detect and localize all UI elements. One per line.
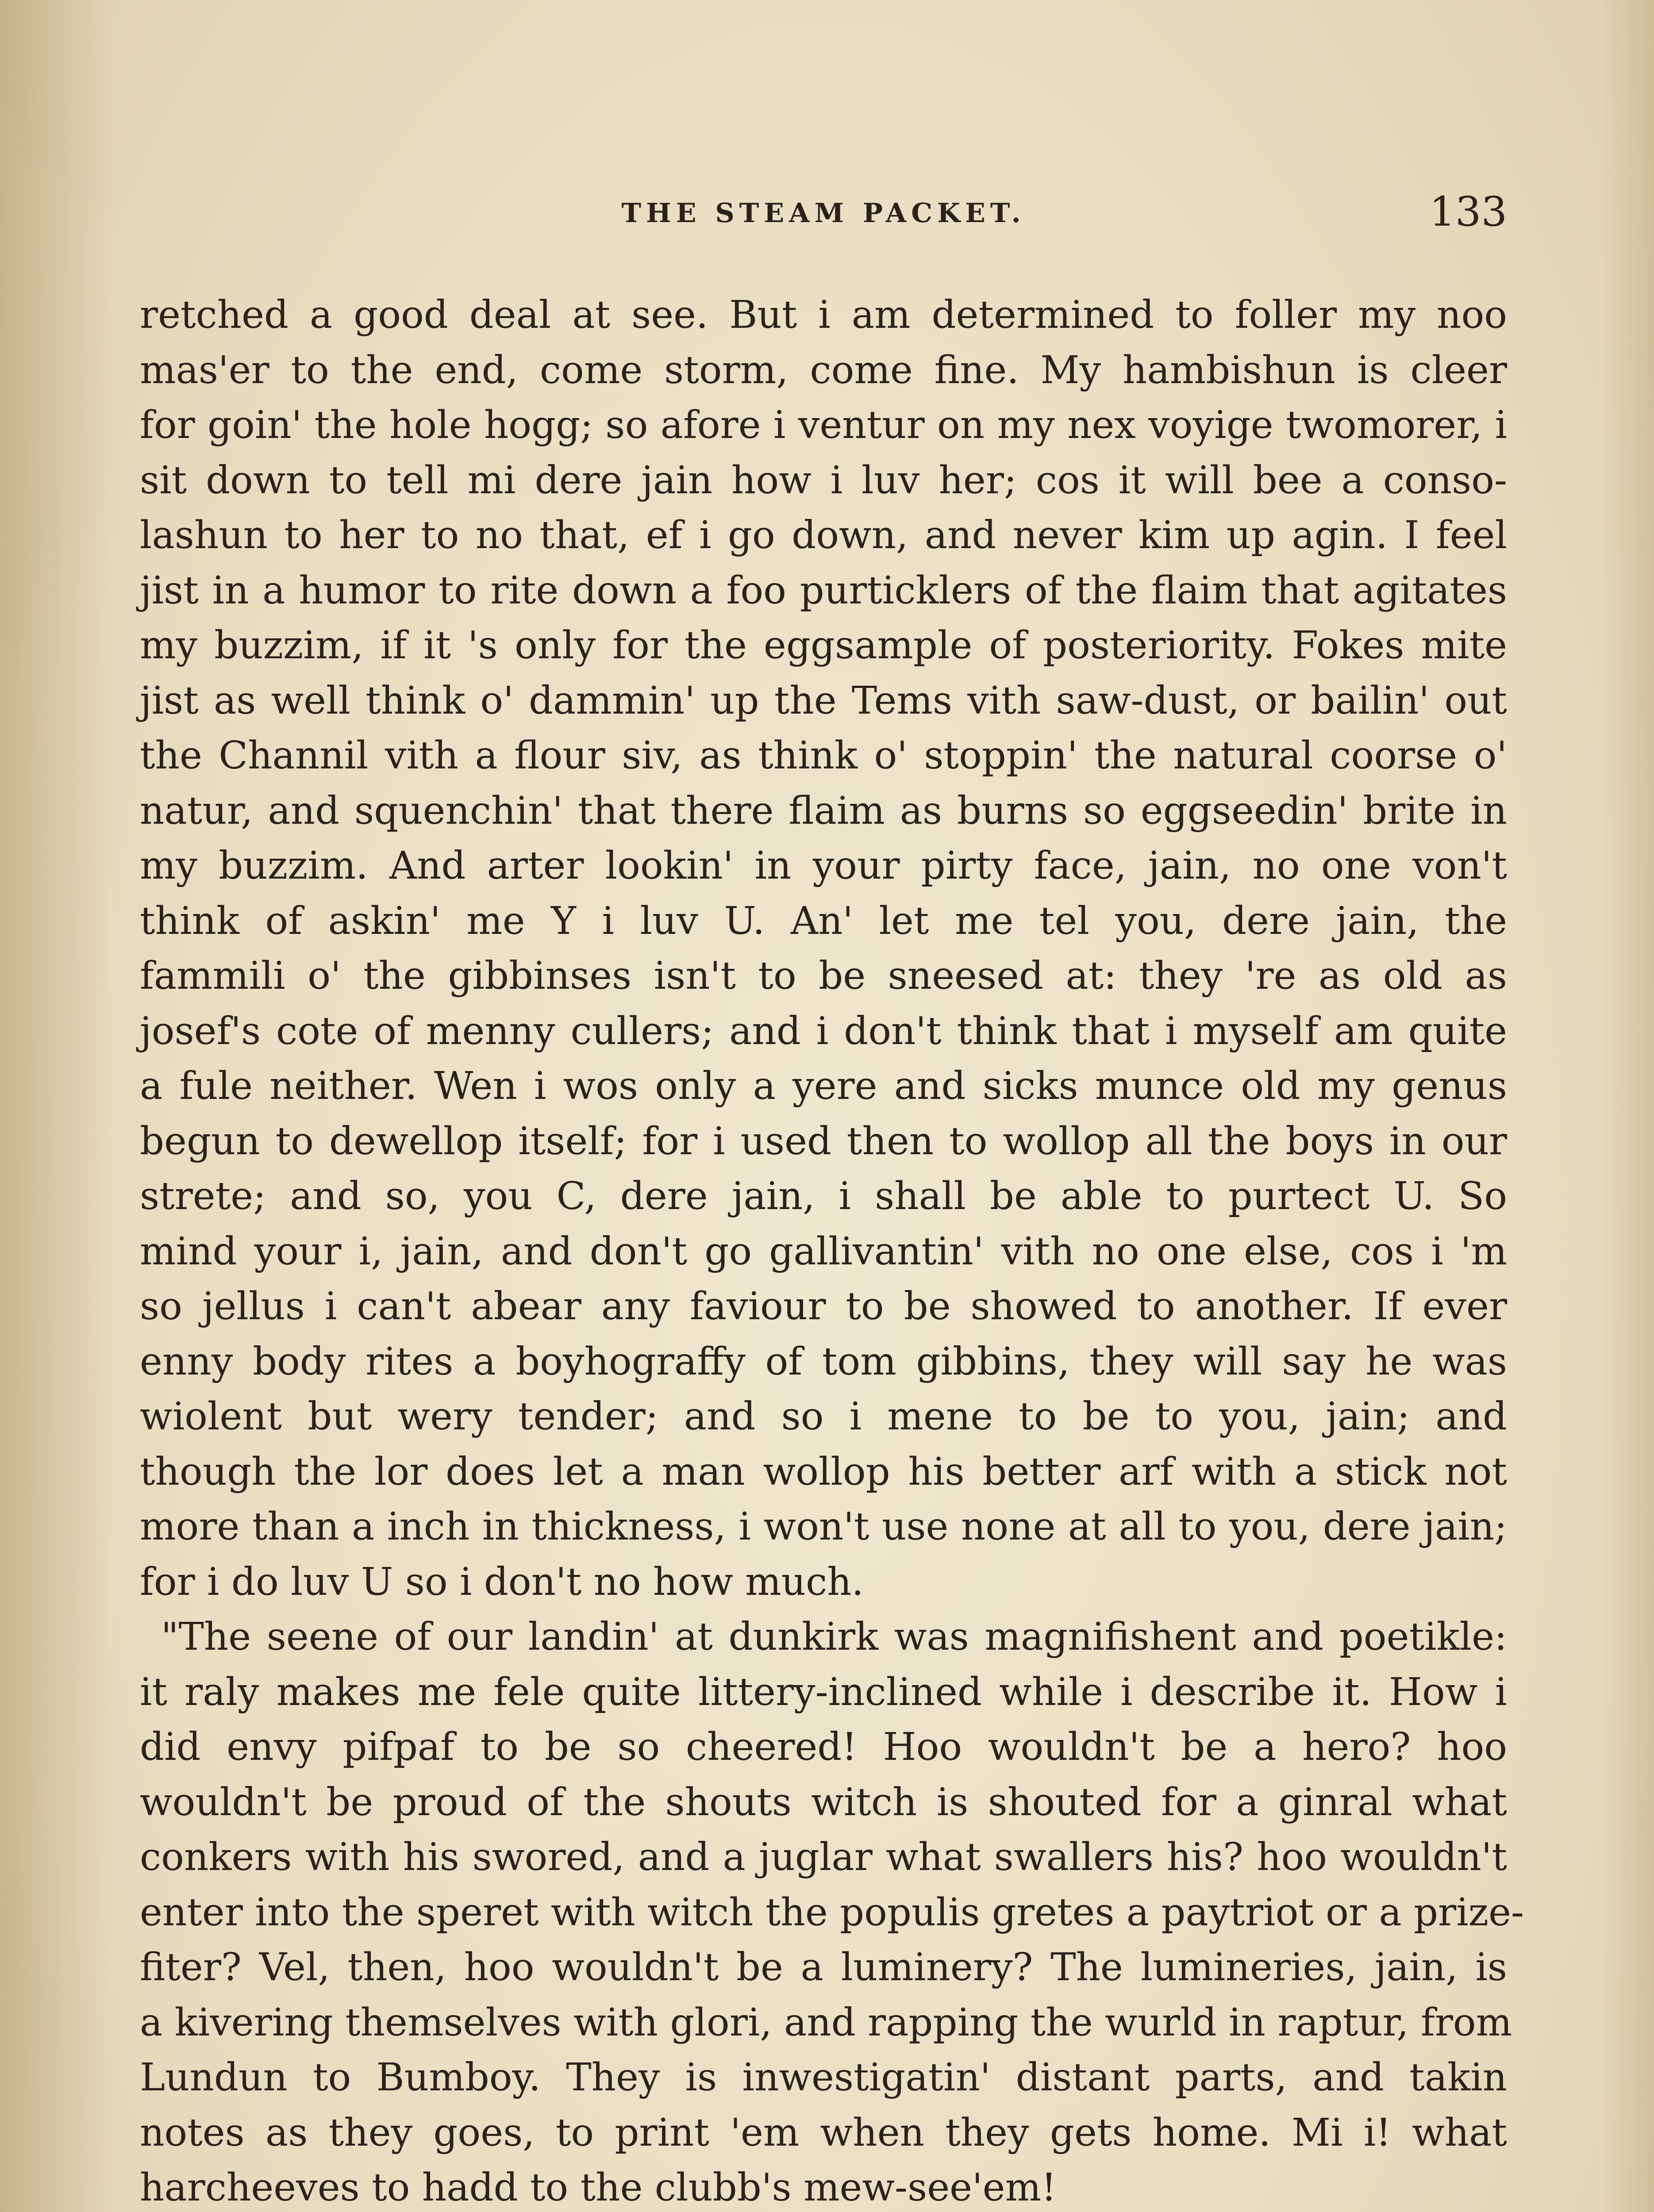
text-line: mind your i, jain, and don't go gallivantin' vith no one else, cos i 'm	[140, 1229, 1507, 1274]
page-number: 133	[1429, 188, 1507, 235]
text-line: sit down to tell mi dere jain how i luv her; cos it will bee a conso-	[140, 458, 1507, 503]
text-line: natur, and squenchin' that there flaim as burns so eggseedin' brite in	[140, 788, 1507, 833]
body-text	[140, 288, 1524, 2212]
text-line: my buzzim. And arter lookin' in your pirty face, jain, no one von't	[140, 844, 1507, 888]
text-line: conkers with his swored, and a juglar what swallers his? hoo wouldn't	[140, 1835, 1507, 1879]
text-line: josef's cote of menny cullers; and i don't think that i myself am quite	[140, 1009, 1507, 1053]
text-line: begun to dewellop itself; for i used then to wollop all the boys in our	[140, 1119, 1507, 1164]
text-line: think of askin' me Y i luv U. An' let me tel you, dere jain, the	[140, 899, 1507, 943]
text-line: enny body rites a boyhograffy of tom gibbins, they will say he was	[140, 1339, 1507, 1384]
text-line: wouldn't be proud of the shouts witch is shouted for a ginral what	[140, 1780, 1507, 1824]
text-line: strete; and so, you C, dere jain, i shall be able to purtect U. So	[140, 1174, 1507, 1218]
text-line: harcheeves to hadd to the clubb's mew-see'em!	[140, 2166, 1057, 2210]
text-line: my buzzim, if it 's only for the eggsample of posteriority. Fokes mite	[140, 623, 1507, 668]
text-line: the Channil vith a flour siv, as think o' stoppin' the natural coorse o'	[140, 733, 1507, 778]
text-line: Lundun to Bumboy. They is inwestigatin' distant parts, and takin	[140, 2055, 1507, 2100]
text-line: fammili o' the gibbinses isn't to be sneesed at: they 're as old as	[140, 954, 1507, 998]
text-line: so jellus i can't abear any faviour to be showed to another. If ever	[140, 1284, 1507, 1329]
text-line: for goin' the hole hogg; so afore i ventur on my nex voyige twomorer, i	[140, 403, 1507, 447]
text-line: mas'er to the end, come storm, come fine. My hambishun is cleer	[140, 348, 1507, 392]
text-line: a fule neither. Wen i wos only a yere and sicks munce old my genus	[140, 1064, 1507, 1108]
text-line: wiolent but wery tender; and so i mene to be to you, jain; and	[140, 1394, 1507, 1439]
page-header	[140, 188, 1507, 241]
text-line: jist as well think o' dammin' up the Tems vith saw-dust, or bailin' out	[140, 678, 1507, 723]
text-line: a kivering themselves with glori, and rapping the wurld in raptur, from	[140, 2000, 1512, 2045]
running-title: THE STEAM PACKET.	[621, 198, 1026, 229]
text-line: fiter? Vel, then, hoo wouldn't be a luminery? The lumineries, jain, is	[140, 1945, 1507, 1989]
text-line: lashun to her to no that, ef i go down, and never kim up agin. I feel	[140, 513, 1507, 557]
text-line: for i do luv U so i don't no how much.	[140, 1559, 864, 1604]
text-line: notes as they goes, to print 'em when they gets home. Mi i! what	[140, 2110, 1507, 2155]
text-line: did envy pifpaf to be so cheered! Hoo wouldn't be a hero? hoo	[140, 1725, 1507, 1769]
text-line: jist in a humor to rite down a foo purticklers of the flaim that agitates	[140, 568, 1507, 613]
text-line: though the lor does let a man wollop his better arf with a stick not	[140, 1449, 1507, 1494]
text-line: retched a good deal at see. But i am determined to foller my noo	[140, 293, 1507, 337]
text-line: enter into the speret with witch the populis gretes a paytriot or a prize-	[140, 1890, 1524, 1935]
text-line: "The seene of our landin' at dunkirk was magnifishent and poetikle:	[161, 1615, 1507, 1659]
text-line: it raly makes me fele quite littery-inclined while i describe it. How i	[140, 1670, 1507, 1714]
text-line: more than a inch in thickness, i won't use none at all to you, dere jain;	[140, 1505, 1507, 1549]
